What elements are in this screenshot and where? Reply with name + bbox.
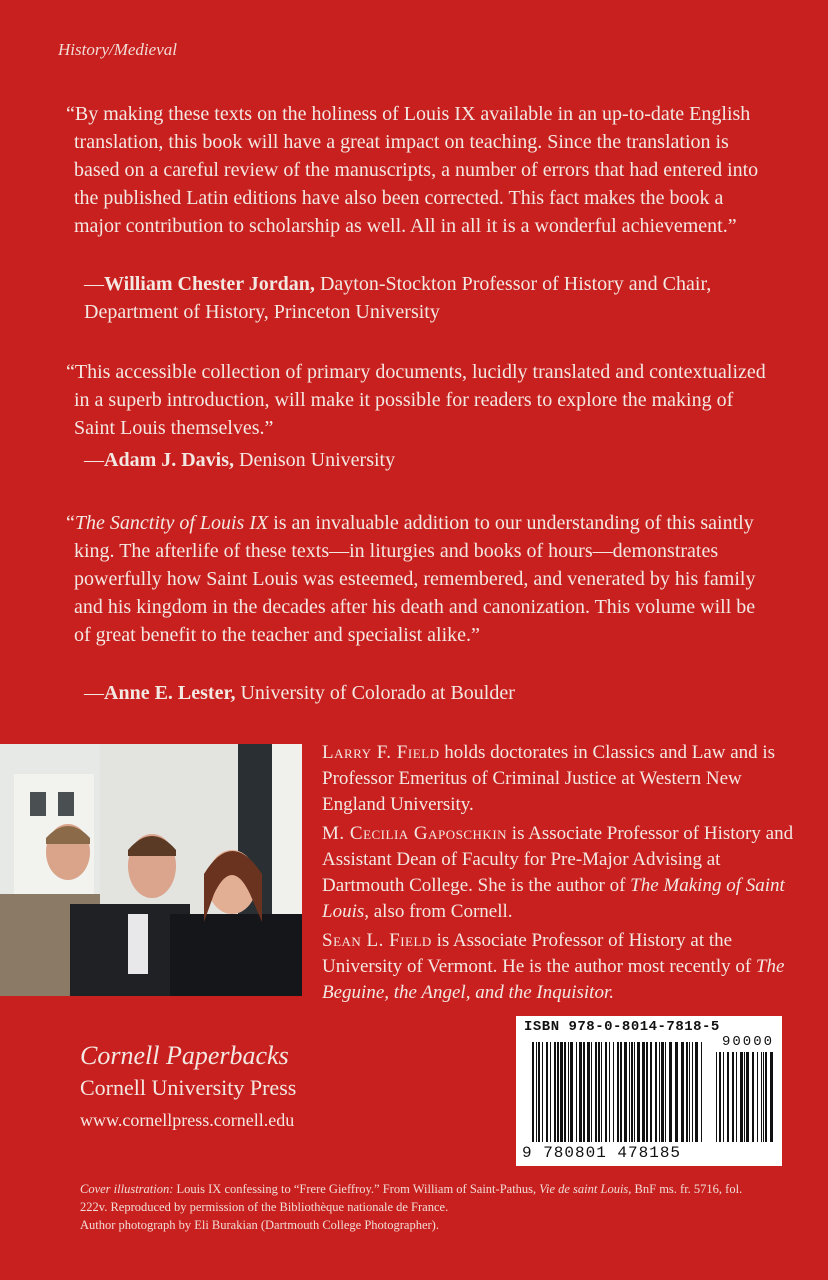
quote-body: is an invaluable addition to our understanding of this saintly king. The afterlife of these texts—in liturgies and books of hours—demonstrates powerfully how Saint Louis was esteemed, remembered, and venerated by his family and his kingdom in the decades after his death and canonization. This volume will be of great benefit to the teacher and specialist alike.” [74,512,756,646]
addon-bar [719,1052,721,1142]
attribution-affiliation: Denison University [234,449,396,471]
attribution-affiliation: University of Colorado at Boulder [235,682,515,704]
barcode-bar [536,1042,537,1142]
attribution-author: Adam J. Davis, [104,449,235,471]
barcode-bar [617,1042,619,1142]
publisher-block [80,1040,296,1136]
attribution-affiliation: Dayton-Stockton Professor of History and Chair, Department of History, Princeton University [84,273,712,323]
bio-name: M. Cecilia Gaposchkin [322,823,508,844]
addon-bar [716,1052,717,1142]
cover-credit-text2: BnF ms. fr. 5716, fol. 222v. Reproduced by permission of the Bibliothèque nationale de France. [80,1182,743,1214]
addon-bar [761,1052,762,1142]
addon-bar [770,1052,773,1142]
barcode-bar [620,1042,622,1142]
barcode-bar [675,1042,678,1142]
barcode-bar [659,1042,660,1142]
blurb-quote-1: “By making these texts on the holiness of Louis IX available in an up-to-date English translation, this book will have a great impact on teaching. Since the translation is based on a careful review of the manuscripts, a number of errors that had entered into the published Latin editions have also been corrected. This fact makes the book a major contribution to scholarship as well. All in all it is a wonderful achievement.” [66,103,759,237]
barcode-bar [646,1042,648,1142]
barcode-bar [579,1042,582,1142]
barcode-bar [613,1042,614,1142]
barcode-bar [689,1042,690,1142]
author-photo [0,744,302,996]
barcode-bar [554,1042,556,1142]
barcode-bar [650,1042,652,1142]
bio-text: holds doctorates in Classics and Law and is Professor Emeritus of Criminal Justice at Western New England University. [322,742,776,815]
attribution-dash: — [84,273,104,295]
cover-credit-label: Cover illustration: [80,1182,174,1196]
barcode-bar [560,1042,563,1142]
bio-sean-field [322,928,802,1006]
addon-bar [736,1052,737,1142]
bio-text: is Associate Professor of History at the University of Vermont. He is the author most recently of [322,930,756,977]
category-label: History/Medieval [58,40,177,59]
bio-name: Sean L. Field [322,930,432,951]
addon-bar [765,1052,767,1142]
barcode-bar [532,1042,534,1142]
barcode-bar [568,1042,569,1142]
cover-credit-text: Louis IX confessing to “Frere Gieffroy.” From William of Saint-Pathus, [173,1182,540,1196]
barcode-bar [595,1042,597,1142]
barcode-bar [686,1042,688,1142]
cover-credit [80,1180,760,1216]
bio-name: Larry F. Field [322,742,440,763]
bio-text: is Associate Professor of History and Assistant Dean of Faculty for Pre-Major Advising at Dartmouth College. She is the author of [322,823,794,896]
barcode-bar [546,1042,548,1142]
barcode-bar [701,1042,702,1142]
barcode-bar [629,1042,630,1142]
series-name: Cornell Paperbacks [80,1041,289,1070]
price-code: 90000 [722,1034,775,1050]
barcode-bar [605,1042,607,1142]
publisher-url[interactable]: www.cornellpress.cornell.edu [80,1110,295,1130]
barcode-bar [634,1042,635,1142]
barcode-bar [692,1042,693,1142]
barcode-box [516,1016,782,1166]
barcode-bar [550,1042,551,1142]
addon-bar [746,1052,749,1142]
bio-cecilia-gaposchkin [322,821,802,925]
attribution-author: Anne E. Lester, [104,682,236,704]
barcode-bar [642,1042,645,1142]
bio-larry-field [322,740,802,818]
attribution-dash: — [84,682,104,704]
barcode-bar [576,1042,577,1142]
barcode-bar [669,1042,672,1142]
barcode-bar [601,1042,602,1142]
barcode-bar [538,1042,540,1142]
quote-book-title: The Sanctity of Louis IX [74,512,269,534]
barcode-bar [637,1042,640,1142]
bio-book-title: The Making of Saint Louis [322,875,785,922]
attribution-dash: — [84,449,104,471]
barcode-bar [583,1042,585,1142]
blurb-attribution-3 [84,679,744,707]
quote-open-mark: “ [66,512,75,534]
photo-credit: Author photograph by Eli Burakian (Dartmouth College Photographer). [80,1218,439,1232]
barcode-bar [631,1042,633,1142]
barcode-bars [522,1036,776,1144]
attribution-author: William Chester Jordan, [104,273,315,295]
cover-credit-title: Vie de saint Louis, [539,1182,632,1196]
barcode-bar [665,1042,666,1142]
barcode-bar [681,1042,684,1142]
barcode-bar [655,1042,657,1142]
barcode-bar [598,1042,600,1142]
barcode-bar [542,1042,543,1142]
barcode-bar [587,1042,590,1142]
addon-bar [727,1052,729,1142]
addon-bar [763,1052,764,1142]
ean-digits: 9 780801 478185 [522,1144,682,1162]
publisher-name: Cornell University Press [80,1075,297,1100]
blurb-attribution-1 [84,270,744,326]
barcode-bar [591,1042,592,1142]
blurb-quote-3 [66,509,774,649]
author-bios [322,740,802,1009]
isbn-label: ISBN 978-0-8014-7818-5 [524,1019,720,1035]
blurb-quote-2: “This accessible collection of primary documents, lucidly translated and contextualized in a superb introduction, will make it possible for readers to explore the making of Saint Louis themselves.” [66,361,766,439]
barcode-bar [564,1042,566,1142]
barcode-bar [609,1042,610,1142]
bio-tail: , also from Cornell. [364,901,513,922]
addon-bar [723,1052,724,1142]
addon-bar [740,1052,743,1142]
barcode-bar [661,1042,664,1142]
addon-bar [757,1052,758,1142]
addon-bar [744,1052,745,1142]
barcode-bar [570,1042,573,1142]
barcode-bar [624,1042,627,1142]
bio-book-title: The Beguine, the Angel, and the Inquisitor. [322,956,785,1003]
barcode-bar [695,1042,698,1142]
author-photo-illustration [0,744,302,996]
addon-bar [732,1052,734,1142]
addon-bar [752,1052,754,1142]
credits [80,1180,760,1234]
blurb-attribution-2 [84,446,744,474]
barcode-bar [557,1042,559,1142]
